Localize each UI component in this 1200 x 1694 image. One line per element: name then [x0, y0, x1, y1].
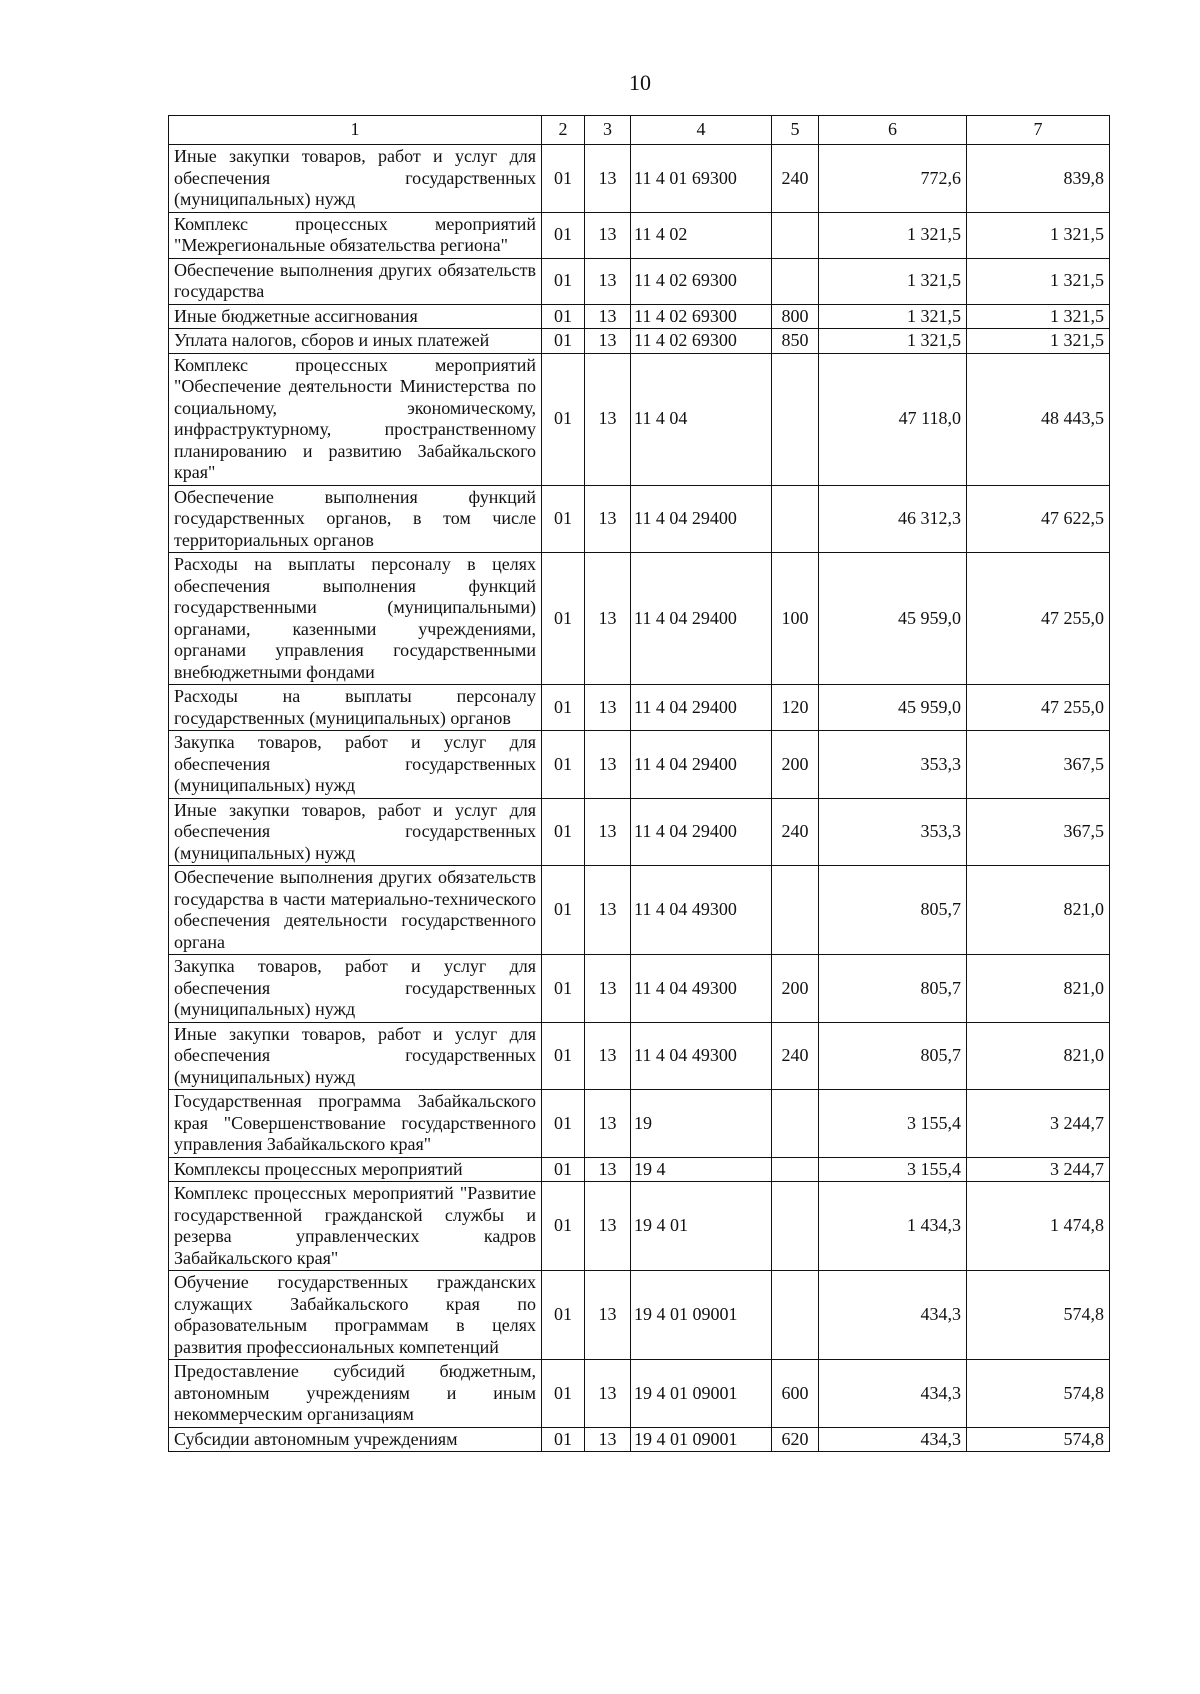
- cell-amount-year-1: 353,3: [819, 731, 967, 799]
- cell-subsection: 13: [585, 1157, 631, 1182]
- header-col-3: 3: [585, 116, 631, 145]
- cell-expense-type: [772, 866, 819, 955]
- cell-target-code: 11 4 04 49300: [631, 955, 772, 1023]
- cell-section: 01: [542, 304, 585, 329]
- table-row: [169, 258, 1110, 304]
- table-body: [169, 145, 1110, 1452]
- cell-amount-year-1: 805,7: [819, 955, 967, 1023]
- cell-amount-year-1: 1 321,5: [819, 258, 967, 304]
- cell-name: Иные закупки товаров, работ и услуг для обеспечения государственных (муниципальных) нужд: [169, 798, 542, 866]
- table-row: [169, 553, 1110, 685]
- cell-subsection: 13: [585, 353, 631, 485]
- cell-name: Комплекс процессных мероприятий "Межрегиональные обязательства региона": [169, 212, 542, 258]
- cell-expense-type: [772, 212, 819, 258]
- header-col-5: 5: [772, 116, 819, 145]
- cell-section: 01: [542, 731, 585, 799]
- cell-name: Предоставление субсидий бюджетным, автономным учреждениям и иным некоммерческим организациям: [169, 1360, 542, 1428]
- cell-section: 01: [542, 1090, 585, 1158]
- cell-name: Иные бюджетные ассигнования: [169, 304, 542, 329]
- cell-name: Обучение государственных гражданских служащих Забайкальского края по образовательным программам в целях развития профессиональных компетенций: [169, 1271, 542, 1360]
- cell-name: Уплата налогов, сборов и иных платежей: [169, 329, 542, 354]
- cell-expense-type: [772, 1271, 819, 1360]
- cell-name: Иные закупки товаров, работ и услуг для обеспечения государственных (муниципальных) нужд: [169, 1022, 542, 1090]
- cell-expense-type: 120: [772, 685, 819, 731]
- cell-section: 01: [542, 329, 585, 354]
- cell-section: 01: [542, 145, 585, 213]
- cell-amount-year-1: 434,3: [819, 1360, 967, 1428]
- cell-amount-year-2: 3 244,7: [967, 1090, 1110, 1158]
- cell-amount-year-2: 3 244,7: [967, 1157, 1110, 1182]
- cell-subsection: 13: [585, 1427, 631, 1452]
- header-row: [169, 116, 1110, 145]
- cell-section: 01: [542, 212, 585, 258]
- cell-section: 01: [542, 258, 585, 304]
- cell-amount-year-2: 574,8: [967, 1360, 1110, 1428]
- cell-subsection: 13: [585, 485, 631, 553]
- cell-section: 01: [542, 353, 585, 485]
- cell-subsection: 13: [585, 731, 631, 799]
- cell-section: 01: [542, 1182, 585, 1271]
- cell-target-code: 19 4 01 09001: [631, 1360, 772, 1428]
- cell-expense-type: [772, 485, 819, 553]
- cell-amount-year-2: 821,0: [967, 1022, 1110, 1090]
- cell-section: 01: [542, 955, 585, 1023]
- cell-amount-year-2: 839,8: [967, 145, 1110, 213]
- cell-subsection: 13: [585, 1182, 631, 1271]
- cell-subsection: 13: [585, 258, 631, 304]
- header-col-4: 4: [631, 116, 772, 145]
- cell-name: Закупка товаров, работ и услуг для обеспечения государственных (муниципальных) нужд: [169, 955, 542, 1023]
- cell-amount-year-2: 47 255,0: [967, 553, 1110, 685]
- table-row: [169, 1090, 1110, 1158]
- table-header: [169, 116, 1110, 145]
- header-col-7: 7: [967, 116, 1110, 145]
- cell-subsection: 13: [585, 304, 631, 329]
- cell-amount-year-2: 1 321,5: [967, 212, 1110, 258]
- cell-target-code: 11 4 04: [631, 353, 772, 485]
- cell-amount-year-2: 367,5: [967, 731, 1110, 799]
- cell-subsection: 13: [585, 798, 631, 866]
- cell-subsection: 13: [585, 145, 631, 213]
- cell-subsection: 13: [585, 866, 631, 955]
- table-row: [169, 798, 1110, 866]
- cell-target-code: 11 4 04 29400: [631, 685, 772, 731]
- table-row: [169, 866, 1110, 955]
- cell-amount-year-2: 1 321,5: [967, 304, 1110, 329]
- cell-section: 01: [542, 798, 585, 866]
- cell-target-code: 11 4 02 69300: [631, 329, 772, 354]
- cell-target-code: 11 4 04 29400: [631, 553, 772, 685]
- cell-section: 01: [542, 553, 585, 685]
- cell-target-code: 11 4 04 29400: [631, 485, 772, 553]
- cell-target-code: 11 4 04 49300: [631, 866, 772, 955]
- cell-target-code: 19 4 01 09001: [631, 1427, 772, 1452]
- cell-amount-year-1: 1 434,3: [819, 1182, 967, 1271]
- cell-subsection: 13: [585, 1090, 631, 1158]
- table-row: [169, 1360, 1110, 1428]
- cell-amount-year-2: 47 622,5: [967, 485, 1110, 553]
- cell-amount-year-2: 367,5: [967, 798, 1110, 866]
- table-row: [169, 304, 1110, 329]
- cell-subsection: 13: [585, 1360, 631, 1428]
- cell-section: 01: [542, 866, 585, 955]
- cell-target-code: 11 4 04 49300: [631, 1022, 772, 1090]
- cell-target-code: 19 4: [631, 1157, 772, 1182]
- cell-name: Субсидии автономным учреждениям: [169, 1427, 542, 1452]
- page-number: 10: [629, 70, 651, 95]
- cell-amount-year-1: 805,7: [819, 1022, 967, 1090]
- cell-subsection: 13: [585, 1271, 631, 1360]
- cell-amount-year-2: 821,0: [967, 955, 1110, 1023]
- cell-amount-year-2: 574,8: [967, 1271, 1110, 1360]
- cell-amount-year-1: 3 155,4: [819, 1090, 967, 1158]
- table-row: [169, 353, 1110, 485]
- cell-expense-type: [772, 1090, 819, 1158]
- cell-section: 01: [542, 1022, 585, 1090]
- cell-amount-year-1: 353,3: [819, 798, 967, 866]
- cell-section: 01: [542, 1271, 585, 1360]
- cell-expense-type: 240: [772, 145, 819, 213]
- cell-amount-year-1: 1 321,5: [819, 304, 967, 329]
- cell-name: Расходы на выплаты персоналу государственных (муниципальных) органов: [169, 685, 542, 731]
- cell-amount-year-1: 1 321,5: [819, 212, 967, 258]
- cell-amount-year-2: 47 255,0: [967, 685, 1110, 731]
- header-col-6: 6: [819, 116, 967, 145]
- cell-target-code: 19: [631, 1090, 772, 1158]
- cell-amount-year-1: 45 959,0: [819, 553, 967, 685]
- table-row: [169, 1427, 1110, 1452]
- cell-name: Комплекс процессных мероприятий "Обеспечение деятельности Министерства по социальному, экономическому, инфраструктурному, пространственному планированию и развитию Забайкальского края": [169, 353, 542, 485]
- cell-name: Государственная программа Забайкальского края "Совершенствование государственного управления Забайкальского края": [169, 1090, 542, 1158]
- cell-name: Комплекс процессных мероприятий "Развитие государственной гражданской службы и резерва управленческих кадров Забайкальского края": [169, 1182, 542, 1271]
- cell-target-code: 11 4 04 29400: [631, 798, 772, 866]
- cell-amount-year-2: 574,8: [967, 1427, 1110, 1452]
- table-row: [169, 1157, 1110, 1182]
- table-row: [169, 212, 1110, 258]
- cell-subsection: 13: [585, 553, 631, 685]
- cell-expense-type: [772, 1157, 819, 1182]
- cell-expense-type: 600: [772, 1360, 819, 1428]
- cell-target-code: 11 4 02 69300: [631, 258, 772, 304]
- cell-section: 01: [542, 685, 585, 731]
- cell-target-code: 19 4 01: [631, 1182, 772, 1271]
- header-col-1: 1: [169, 116, 542, 145]
- cell-subsection: 13: [585, 685, 631, 731]
- cell-subsection: 13: [585, 212, 631, 258]
- cell-name: Обеспечение выполнения других обязательств государства в части материально-технического обеспечения деятельности государственного органа: [169, 866, 542, 955]
- cell-expense-type: [772, 1182, 819, 1271]
- cell-amount-year-1: 772,6: [819, 145, 967, 213]
- cell-name: Закупка товаров, работ и услуг для обеспечения государственных (муниципальных) нужд: [169, 731, 542, 799]
- cell-target-code: 11 4 02: [631, 212, 772, 258]
- cell-section: 01: [542, 1360, 585, 1428]
- cell-name: Обеспечение выполнения функций государственных органов, в том числе территориальных органов: [169, 485, 542, 553]
- cell-amount-year-1: 47 118,0: [819, 353, 967, 485]
- table-row: [169, 1022, 1110, 1090]
- cell-name: Расходы на выплаты персоналу в целях обеспечения выполнения функций государственными (муниципальными) органами, казенными учреждениями, органами управления государственными внебюджетными фондами: [169, 553, 542, 685]
- cell-name: Обеспечение выполнения других обязательств государства: [169, 258, 542, 304]
- cell-amount-year-2: 1 321,5: [967, 258, 1110, 304]
- cell-subsection: 13: [585, 329, 631, 354]
- cell-expense-type: 100: [772, 553, 819, 685]
- cell-section: 01: [542, 485, 585, 553]
- cell-target-code: 11 4 01 69300: [631, 145, 772, 213]
- cell-target-code: 11 4 02 69300: [631, 304, 772, 329]
- table-row: [169, 1182, 1110, 1271]
- cell-expense-type: 200: [772, 731, 819, 799]
- cell-target-code: 11 4 04 29400: [631, 731, 772, 799]
- cell-expense-type: 620: [772, 1427, 819, 1452]
- cell-subsection: 13: [585, 1022, 631, 1090]
- cell-expense-type: 200: [772, 955, 819, 1023]
- cell-expense-type: 240: [772, 1022, 819, 1090]
- table-row: [169, 485, 1110, 553]
- cell-section: 01: [542, 1427, 585, 1452]
- cell-expense-type: [772, 353, 819, 485]
- cell-target-code: 19 4 01 09001: [631, 1271, 772, 1360]
- table-row: [169, 731, 1110, 799]
- cell-amount-year-2: 821,0: [967, 866, 1110, 955]
- budget-table: [168, 115, 1110, 1452]
- cell-amount-year-1: 3 155,4: [819, 1157, 967, 1182]
- cell-section: 01: [542, 1157, 585, 1182]
- table-row: [169, 1271, 1110, 1360]
- cell-amount-year-2: 1 474,8: [967, 1182, 1110, 1271]
- cell-expense-type: 850: [772, 329, 819, 354]
- cell-amount-year-1: 46 312,3: [819, 485, 967, 553]
- cell-amount-year-2: 48 443,5: [967, 353, 1110, 485]
- cell-name: Иные закупки товаров, работ и услуг для обеспечения государственных (муниципальных) нужд: [169, 145, 542, 213]
- cell-amount-year-1: 805,7: [819, 866, 967, 955]
- table-row: [169, 685, 1110, 731]
- cell-amount-year-1: 434,3: [819, 1271, 967, 1360]
- cell-amount-year-2: 1 321,5: [967, 329, 1110, 354]
- cell-amount-year-1: 1 321,5: [819, 329, 967, 354]
- cell-expense-type: [772, 258, 819, 304]
- cell-expense-type: 800: [772, 304, 819, 329]
- table-row: [169, 955, 1110, 1023]
- table-row: [169, 145, 1110, 213]
- header-col-2: 2: [542, 116, 585, 145]
- cell-amount-year-1: 45 959,0: [819, 685, 967, 731]
- table-row: [169, 329, 1110, 354]
- cell-amount-year-1: 434,3: [819, 1427, 967, 1452]
- cell-expense-type: 240: [772, 798, 819, 866]
- cell-name: Комплексы процессных мероприятий: [169, 1157, 542, 1182]
- cell-subsection: 13: [585, 955, 631, 1023]
